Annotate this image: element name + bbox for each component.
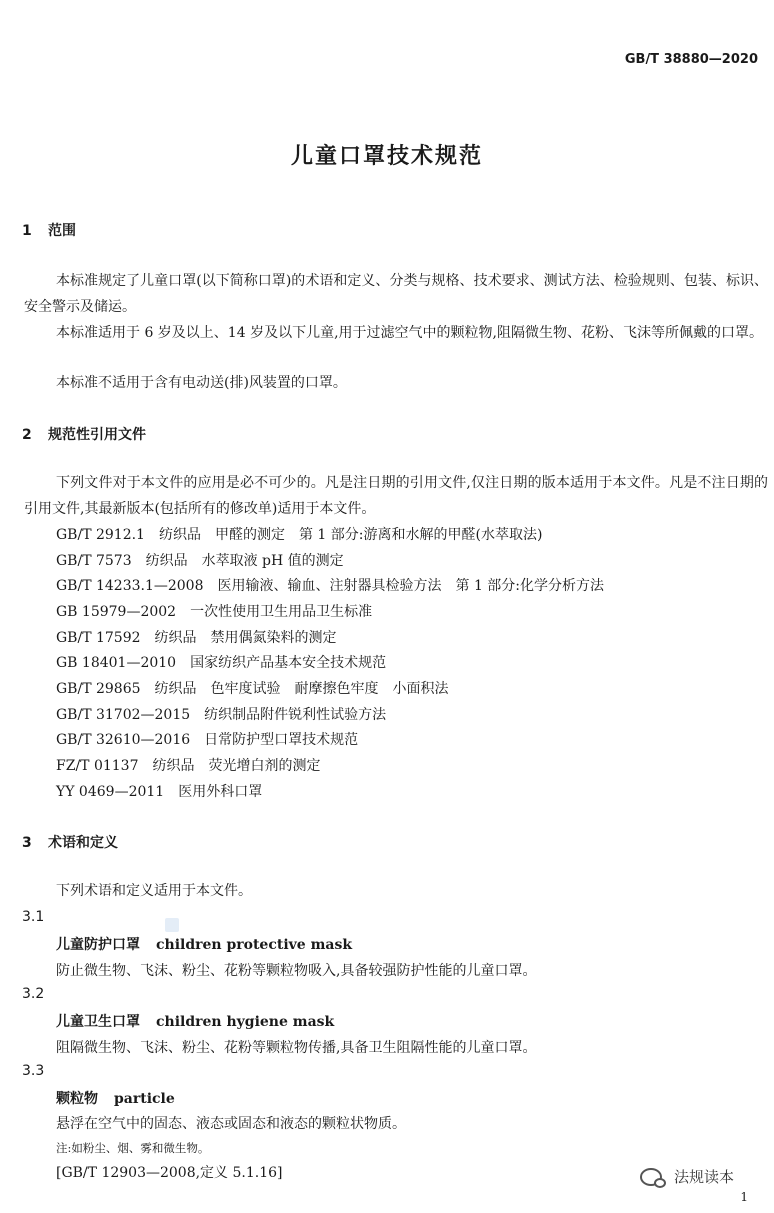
standard-code: GB/T 38880—2020	[624, 52, 758, 67]
term-name-zh: 儿童卫生口罩	[56, 1014, 140, 1030]
term-note: 注:如粉尘、烟、雾和微生物。	[56, 1141, 210, 1155]
scope-paragraph-1: 本标准规定了儿童口罩(以下简称口罩)的术语和定义、分类与规格、技术要求、测试方法、检验规则、包装、标识、安全警示及储运。	[24, 273, 768, 315]
term-name-en: particle	[114, 1091, 175, 1107]
term-definition: 防止微生物、飞沫、粉尘、花粉等颗粒物吸入,具备较强防护性能的儿童口罩。	[56, 963, 537, 979]
section-number: 2	[22, 427, 32, 443]
reference-item: GB/T 32610—2016 日常防护型口罩技术规范	[56, 732, 359, 748]
term-number: 3.3	[22, 1063, 45, 1079]
faint-stamp-mark	[165, 918, 179, 932]
scope-paragraph-3: 本标准不适用于含有电动送(排)风装置的口罩。	[56, 375, 347, 391]
term-name-en: children hygiene mask	[156, 1014, 335, 1030]
watermark	[640, 1166, 734, 1187]
term-definition: 阻隔微生物、飞沫、粉尘、花粉等颗粒物传播,具备卫生阻隔性能的儿童口罩。	[56, 1040, 537, 1056]
reference-item: YY 0469—2011 医用外科口罩	[56, 784, 263, 800]
section-number: 3	[22, 835, 32, 851]
term-name	[56, 1011, 334, 1031]
reference-item: GB 18401—2010 国家纺织产品基本安全技术规范	[56, 655, 387, 671]
terms-intro: 下列术语和定义适用于本文件。	[56, 883, 252, 899]
reference-item: GB/T 14233.1—2008 医用输液、输血、注射器具检验方法 第 1 部分:化学分析方法	[56, 578, 605, 594]
section-title: 范围	[48, 223, 76, 239]
section-2-heading	[22, 424, 146, 444]
term-number: 3.2	[22, 986, 45, 1002]
normative-intro: 下列文件对于本文件的应用是必不可少的。凡是注日期的引用文件,仅注日期的版本适用于本文件。凡是不注日期的引用文件,其最新版本(包括所有的修改单)适用于本文件。	[24, 475, 768, 517]
reference-item: GB/T 29865 纺织品 色牢度试验 耐摩擦色牢度 小面积法	[56, 681, 449, 697]
term-name-zh: 儿童防护口罩	[56, 937, 140, 953]
reference-item: GB/T 2912.1 纺织品 甲醛的测定 第 1 部分:游离和水解的甲醛(水萃取法)	[56, 527, 543, 543]
section-number: 1	[22, 223, 32, 239]
section-3-heading	[22, 832, 118, 852]
section-title: 术语和定义	[48, 835, 118, 851]
reference-item: GB/T 17592 纺织品 禁用偶氮染料的测定	[56, 630, 337, 646]
term-definition: 悬浮在空气中的固态、液态或固态和液态的颗粒状物质。	[56, 1116, 406, 1132]
reference-item: GB 15979—2002 一次性使用卫生用品卫生标准	[56, 604, 373, 620]
scope-paragraph-2: 本标准适用于 6 岁及以上、14 岁及以下儿童,用于过滤空气中的颗粒物,阻隔微生物、花粉、飞沫等所佩戴的口罩。	[56, 325, 763, 341]
wechat-icon	[640, 1168, 662, 1186]
section-title: 规范性引用文件	[48, 427, 146, 443]
term-source: [GB/T 12903—2008,定义 5.1.16]	[56, 1165, 283, 1181]
section-1-heading	[22, 220, 76, 240]
reference-item: FZ/T 01137 纺织品 荧光增白剂的测定	[56, 758, 321, 774]
reference-item: GB/T 31702—2015 纺织制品附件锐利性试验方法	[56, 707, 387, 723]
term-name	[56, 934, 352, 954]
page-number: 1	[740, 1190, 748, 1204]
reference-item: GB/T 7573 纺织品 水萃取液 pH 值的测定	[56, 553, 344, 569]
term-name-zh: 颗粒物	[56, 1091, 98, 1107]
term-number: 3.1	[22, 909, 45, 925]
term-name	[56, 1088, 175, 1108]
watermark-text: 法规读本	[674, 1168, 735, 1186]
document-title: 儿童口罩技术规范	[290, 144, 483, 169]
term-name-en: children protective mask	[156, 937, 353, 953]
